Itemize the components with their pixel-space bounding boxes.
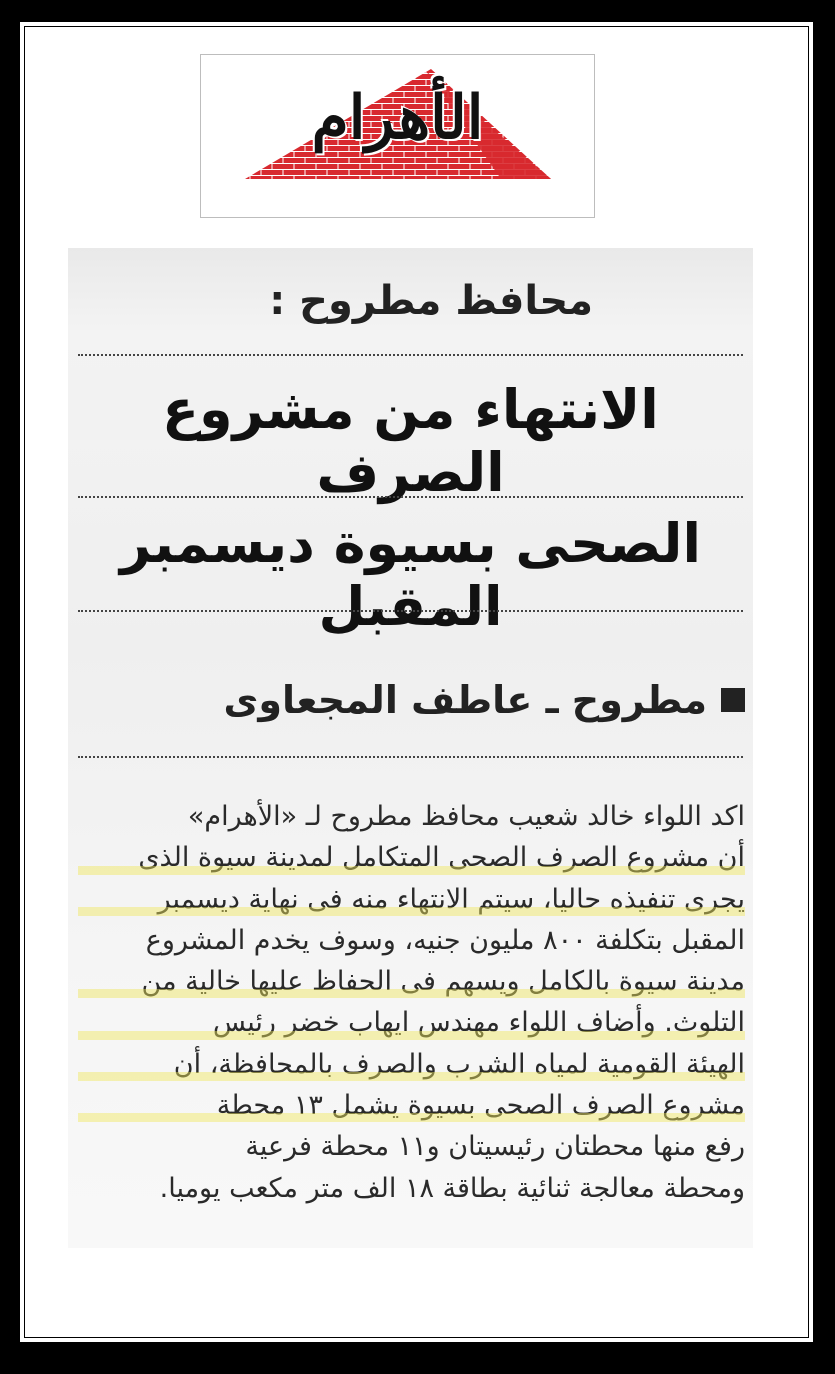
body-line: أن مشروع الصرف الصحى المتكامل لمدينة سيوة الذى [78,837,745,878]
dotted-divider [78,496,743,498]
body-line: مدينة سيوة بالكامل ويسهم فى الحفاظ عليها خالية من [78,961,745,1002]
article-byline [224,678,745,722]
body-line: يجرى تنفيذه حاليا، سيتم الانتهاء منه فى نهاية ديسمبر [78,879,745,920]
byline-text: مطروح ـ عاطف المجعاوى [223,678,707,722]
body-line: اكد اللواء خالد شعيب محافظ مطروح لـ «الأهرام» [187,801,745,832]
body-line: التلوث. وأضاف اللواء مهندس ايهاب خضر رئيس [78,1002,745,1043]
body-line: ومحطة معالجة ثنائية بطاقة ١٨ الف متر مكعب يوميا. [159,1172,745,1204]
square-bullet-icon [721,688,745,712]
article-body [78,796,745,1209]
newspaper-logo [200,54,595,218]
headline-line-1: الانتهاء من مشروع الصرف [162,378,659,504]
body-line: المقبل بتكلفة ٨٠٠ مليون جنيه، وسوف يخدم المشروع [145,924,745,956]
page-frame [18,20,815,1344]
article-kicker: محافظ مطروح : [269,278,593,324]
dotted-divider [78,354,743,356]
dotted-divider [78,610,743,612]
logo-wordmark: الأهرام [311,83,484,153]
body-line: الهيئة القومية لمياه الشرب والصرف بالمحافظة، أن [78,1044,745,1085]
body-line: رفع منها محطتان رئيسيتان و١١ محطة فرعية [245,1131,745,1163]
newspaper-clipping [68,248,753,1248]
body-line: مشروع الصرف الصحى بسيوة يشمل ١٣ محطة [78,1085,745,1126]
dotted-divider [78,756,743,758]
headline-line-2: الصحى بسيوة ديسمبر المقبل [120,512,701,638]
